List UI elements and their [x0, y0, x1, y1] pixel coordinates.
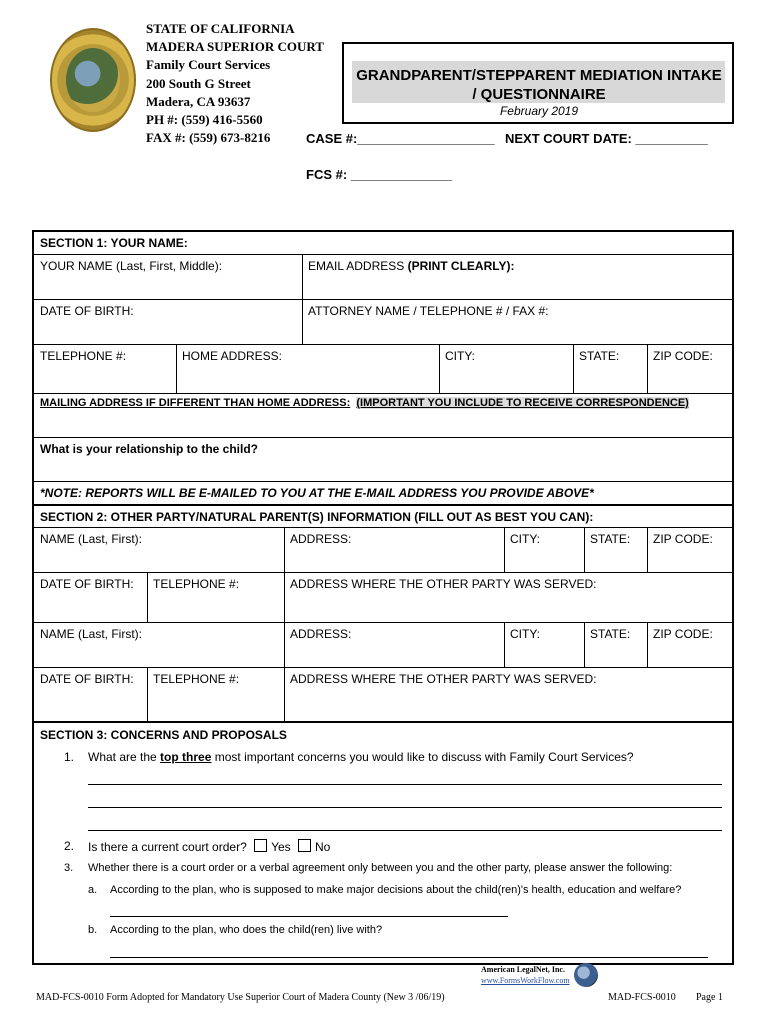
q3-text: Whether there is a court order or a verbal agreement only between you and the other party, please answer the following:: [88, 862, 673, 874]
vendor-logo: [574, 963, 598, 987]
qb-answer-line[interactable]: [110, 957, 708, 958]
court-dept: Family Court Services: [146, 57, 271, 73]
q1-number: 1.: [64, 750, 75, 764]
title-box: [342, 42, 734, 124]
qa-text: According to the plan, who is supposed to make major decisions about the child(ren)'s health, education and welfare?: [110, 884, 682, 896]
home-address-field[interactable]: HOME ADDRESS:: [182, 349, 283, 363]
section1-heading: SECTION 1: YOUR NAME:: [40, 236, 188, 250]
section2-heading: SECTION 2: OTHER PARTY/NATURAL PARENT(S) INFORMATION (FILL OUT AS BEST YOU CAN):: [40, 510, 594, 524]
zip-field[interactable]: ZIP CODE:: [653, 349, 713, 363]
footer-form-note: MAD-FCS-0010 Form Adopted for Mandatory Use Superior Court of Madera County (New 3 /06/19): [36, 992, 445, 1003]
court-city: Madera, CA 93637: [146, 93, 251, 109]
other-party-served-field-1[interactable]: ADDRESS WHERE THE OTHER PARTY WAS SERVED:: [290, 577, 597, 591]
q1-answer-line-3[interactable]: [88, 830, 722, 831]
other-party-name-field-1[interactable]: NAME (Last, First):: [40, 532, 143, 546]
court-fax: FAX #: (559) 673-8216: [146, 130, 271, 146]
court-seal: [50, 28, 136, 132]
court-info: [146, 20, 324, 147]
other-party-dob-field-1[interactable]: DATE OF BIRTH:: [40, 577, 134, 591]
mailing-address-field[interactable]: MAILING ADDRESS IF DIFFERENT THAN HOME ADDRESS: (IMPORTANT YOU INCLUDE TO RECEIVE CORRESPONDENCE): [40, 397, 689, 409]
q3-number: 3.: [64, 862, 74, 874]
other-party-dob-field-2[interactable]: DATE OF BIRTH:: [40, 672, 134, 686]
other-party-telephone-field-1[interactable]: TELEPHONE #:: [153, 577, 240, 591]
court-state: STATE OF CALIFORNIA: [146, 21, 295, 36]
attorney-field[interactable]: ATTORNEY NAME / TELEPHONE # / FAX #:: [308, 304, 549, 318]
other-party-zip-field-1[interactable]: ZIP CODE:: [653, 532, 713, 546]
vendor-link[interactable]: www.FormsWorkFlow.com: [481, 976, 570, 985]
q1-answer-line-2[interactable]: [88, 807, 722, 808]
telephone-field[interactable]: TELEPHONE #:: [40, 349, 127, 363]
other-party-telephone-field-2[interactable]: TELEPHONE #:: [153, 672, 240, 686]
qb-text: According to the plan, who does the child(ren) live with?: [110, 924, 383, 936]
form-title: GRANDPARENT/STEPPARENT MEDIATION INTAKE / QUESTIONNAIRE: [356, 67, 722, 103]
q2-number: 2.: [64, 839, 75, 853]
dob-field[interactable]: DATE OF BIRTH:: [40, 304, 134, 318]
next-court-date-field[interactable]: NEXT COURT DATE: __________: [505, 131, 708, 146]
your-name-field[interactable]: YOUR NAME (Last, First, Middle):: [40, 259, 223, 273]
relationship-field[interactable]: What is your relationship to the child?: [40, 442, 259, 456]
other-party-address-field-2[interactable]: ADDRESS:: [290, 627, 352, 641]
fcs-number-field[interactable]: FCS #: ______________: [306, 167, 453, 182]
no-checkbox[interactable]: [298, 839, 311, 852]
court-name: MADERA SUPERIOR COURT: [146, 39, 324, 55]
footer-form-id: MAD-FCS-0010: [608, 992, 676, 1003]
city-field[interactable]: CITY:: [445, 349, 476, 363]
section3-heading: SECTION 3: CONCERNS AND PROPOSALS: [40, 728, 287, 742]
email-field[interactable]: EMAIL ADDRESS (PRINT CLEARLY):: [308, 259, 515, 273]
other-party-state-field-1[interactable]: STATE:: [590, 532, 631, 546]
qb-letter: b.: [88, 924, 98, 936]
court-phone: PH #: (559) 416-5560: [146, 112, 263, 128]
form-date: February 2019: [499, 104, 579, 118]
case-number-field[interactable]: CASE #:___________________: [306, 131, 495, 146]
other-party-zip-field-2[interactable]: ZIP CODE:: [653, 627, 713, 641]
q1-text: What are the top three most important concerns you would like to discuss with Family Court Services?: [88, 750, 634, 764]
email-note: *NOTE: REPORTS WILL BE E-MAILED TO YOU AT THE E-MAIL ADDRESS YOU PROVIDE ABOVE*: [40, 486, 594, 500]
other-party-address-field-1[interactable]: ADDRESS:: [290, 532, 352, 546]
yes-checkbox[interactable]: [254, 839, 267, 852]
footer-page: Page 1: [696, 992, 723, 1003]
q1-answer-line-1[interactable]: [88, 784, 722, 785]
other-party-state-field-2[interactable]: STATE:: [590, 627, 631, 641]
other-party-city-field-1[interactable]: CITY:: [510, 532, 541, 546]
other-party-name-field-2[interactable]: NAME (Last, First):: [40, 627, 143, 641]
other-party-served-field-2[interactable]: ADDRESS WHERE THE OTHER PARTY WAS SERVED:: [290, 672, 597, 686]
state-field[interactable]: STATE:: [579, 349, 620, 363]
qa-answer-line[interactable]: [110, 916, 508, 917]
other-party-city-field-2[interactable]: CITY:: [510, 627, 541, 641]
qa-letter: a.: [88, 884, 98, 896]
form-body: [32, 230, 734, 965]
vendor-name: American LegalNet, Inc.: [481, 965, 565, 974]
court-street: 200 South G Street: [146, 75, 251, 91]
q2-text: Is there a current court order? Yes No: [88, 840, 331, 854]
